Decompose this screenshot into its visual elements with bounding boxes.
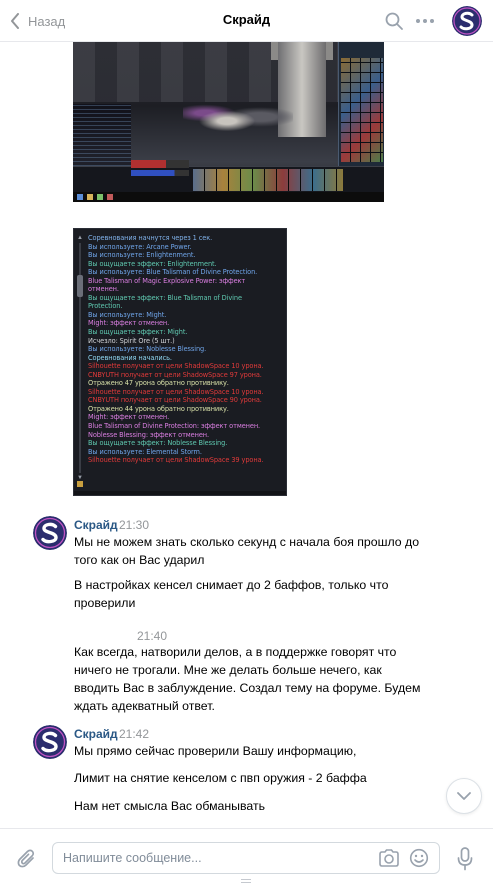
message-time: 21:30 <box>119 518 150 532</box>
scroll-up-arrow-icon: ▲ <box>77 235 83 241</box>
message-author[interactable]: Скрайд <box>74 518 118 532</box>
log-line: Вы ощущаете эффект: Might. <box>88 328 188 337</box>
log-line: Отражено 44 урона обратно противнику. <box>88 404 229 413</box>
message-time: 21:40 <box>137 629 168 643</box>
lock-icon <box>77 481 83 487</box>
message-time: 21:42 <box>119 727 150 741</box>
log-lines <box>88 234 286 465</box>
game-hp-bar <box>131 160 189 168</box>
log-line: Protection. <box>88 302 123 311</box>
game-inventory-grid <box>341 58 383 162</box>
log-line: Silhouette получает от цели ShadowSpace 39 урона. <box>88 456 264 465</box>
message-text: Как всегда, натворили делов, а в поддержке говорят что ничего не трогали. Мне же делать больше нечего, как вводить Вас в заблуждение. Создал тему на форуме. Будем ждать адекватный ответ. <box>74 645 421 713</box>
message-avatar[interactable] <box>33 725 67 759</box>
log-input-bar <box>74 491 287 496</box>
log-line: Вы ощущаете эффект: Blue Talisman of Divine <box>88 293 242 302</box>
message-input[interactable] <box>63 843 363 873</box>
camera-icon[interactable] <box>378 848 400 868</box>
attached-screenshot-log[interactable] <box>73 228 287 496</box>
log-line: Исчезло: Spirit Ore (5 шт.) <box>88 336 175 345</box>
log-line: Вы используете: Elemental Storm. <box>88 447 202 456</box>
log-line: Вы используете: Might. <box>88 310 167 319</box>
message-text: В настройках кенсел снимает до 2 баффов, только что проверили <box>74 578 389 610</box>
message-author[interactable]: Скрайд <box>74 727 118 741</box>
message-avatar[interactable] <box>33 516 67 550</box>
game-mp-bar <box>131 170 189 176</box>
log-line: Might: эффект отменен. <box>88 319 170 328</box>
log-line: Вы используете: Arcane Power. <box>88 242 192 251</box>
log-scrollbar <box>77 235 83 481</box>
log-line: CNBYUTH получает от цели ShadowSpace 97 урона. <box>88 370 262 379</box>
resize-handle[interactable] <box>241 879 251 883</box>
emoji-icon[interactable] <box>409 848 429 868</box>
game-characters <box>183 97 293 137</box>
more-icon[interactable] <box>414 12 436 30</box>
message-input-box <box>52 842 440 874</box>
log-line: Соревнования начались. <box>88 353 172 362</box>
log-line: отменен. <box>88 285 119 294</box>
message-text: Нам нет смысла Вас обманывать <box>74 799 266 813</box>
chat-header <box>0 0 493 42</box>
game-taskbar <box>73 192 384 202</box>
chevron-down-icon <box>457 791 471 801</box>
paperclip-icon[interactable] <box>16 848 38 870</box>
log-line: Вы используете: Blue Talisman of Divine Protection. <box>88 268 258 277</box>
log-line: Blue Talisman of Divine Protection: эффект отменен. <box>88 422 261 431</box>
game-skill-slots <box>193 169 343 191</box>
log-line: Silhouette получает от цели ShadowSpace 10 урона. <box>88 387 264 396</box>
chat-avatar[interactable] <box>452 6 482 36</box>
message-text: Лимит на снятие кенселом с пвп оружия - 2 баффа <box>74 771 367 785</box>
log-line: Вы ощущаете эффект: Noblesse Blessing. <box>88 439 228 448</box>
scroll-down-arrow-icon: ▼ <box>77 475 83 481</box>
log-line: Соревнования начнутся через 1 сек. <box>88 234 213 242</box>
log-line: Silhouette получает от цели ShadowSpace 10 урона. <box>88 362 264 371</box>
microphone-icon[interactable] <box>457 847 473 871</box>
message-composer <box>0 828 493 887</box>
log-line: Вы ощущаете эффект: Enlightenment. <box>88 259 217 268</box>
back-label: Назад <box>28 13 66 29</box>
log-line: Noblesse Blessing: эффект отменен. <box>88 430 210 439</box>
game-chatbox <box>73 104 131 166</box>
log-scroll-thumb <box>77 275 83 297</box>
log-line: Вы используете: Noblesse Blessing. <box>88 345 207 354</box>
message-text: Мы не можем знать сколько секунд с начала боя прошло до того как он Вас ударил <box>74 535 420 567</box>
attached-screenshot-game[interactable] <box>73 42 384 202</box>
log-line: Might: эффект отменен. <box>88 413 170 422</box>
scroll-to-bottom-button[interactable] <box>446 778 482 814</box>
log-line: Blue Talisman of Magic Explosive Power: эффект <box>88 276 246 285</box>
game-inventory <box>338 42 384 166</box>
log-line: Отражено 47 урона обратно противнику. <box>88 379 229 388</box>
chat-title: Скрайд <box>222 12 271 27</box>
log-line: CNBYUTH получает от цели ShadowSpace 90 урона. <box>88 396 262 405</box>
log-line: Вы используете: Enlightenment. <box>88 251 196 260</box>
message-text: Мы прямо сейчас проверили Вашу информацию, <box>74 744 357 758</box>
search-icon[interactable] <box>384 11 404 31</box>
